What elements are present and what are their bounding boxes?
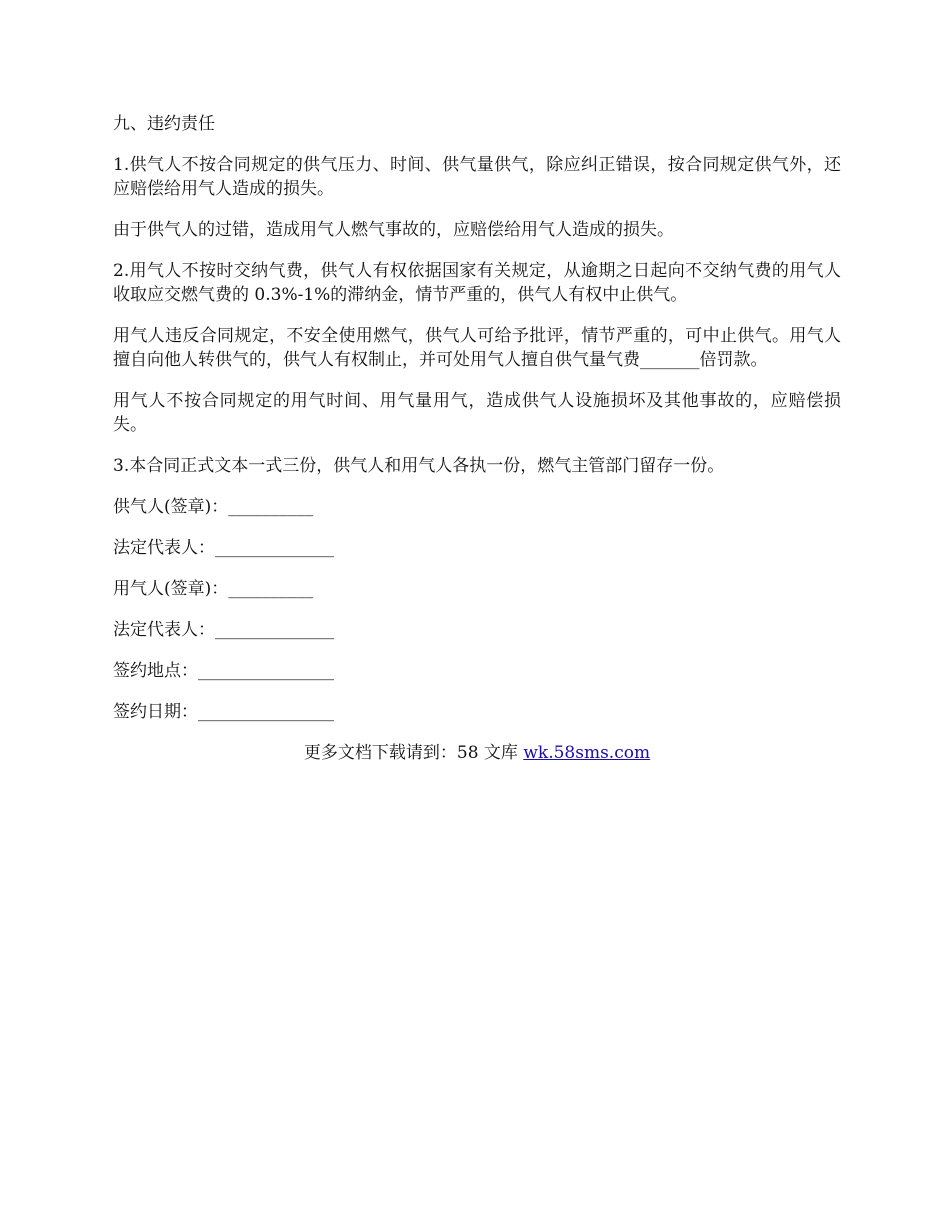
document-page — [113, 112, 841, 765]
paragraph: 由于供气人的过错，造成用气人燃气事故的，应赔偿给用气人造成的损失。 — [113, 220, 674, 240]
signature-line-supplier: 供气人(签章)：__________ — [113, 497, 314, 517]
paragraph: 3.本合同正式文本一式三份，供气人和用气人各执一份，燃气主管部门留存一份。 — [113, 456, 725, 476]
section-heading: 九、违约责任 — [113, 114, 215, 134]
paragraph: 用气人违反合同规定，不安全使用燃气，供气人可给予批评，情节严重的，可中止供气。用气人擅自向他人转供气的，供气人有权制止，并可处用气人擅自供气量气费_______倍罚款。 — [113, 326, 841, 370]
paragraph: 2.用气人不按时交纳气费，供气人有权依据国家有关规定，从逾期之日起向不交纳气费的用气人收取应交燃气费的 0.3%-1%的滞纳金，情节严重的，供气人有权中止供气。 — [113, 261, 841, 305]
signature-line-place: 签约地点：________________ — [113, 661, 334, 681]
signature-line-user: 用气人(签章)：__________ — [113, 579, 314, 599]
signature-line-user-representative: 法定代表人：______________ — [113, 620, 334, 640]
footer-text: 更多文档下载请到：58 文库 — [303, 743, 524, 763]
signature-line-date: 签约日期：________________ — [113, 702, 334, 722]
paragraph: 用气人不按合同规定的用气时间、用气量用气，造成供气人设施损坏及其他事故的，应赔偿损失。 — [113, 391, 841, 435]
signature-line-supplier-representative: 法定代表人：______________ — [113, 538, 334, 558]
download-footer — [113, 741, 841, 765]
footer-link[interactable]: wk.58sms.com — [523, 743, 651, 763]
paragraph: 1.供气人不按合同规定的供气压力、时间、供气量供气，除应纠正错误，按合同规定供气外，还应赔偿给用气人造成的损失。 — [113, 155, 841, 199]
